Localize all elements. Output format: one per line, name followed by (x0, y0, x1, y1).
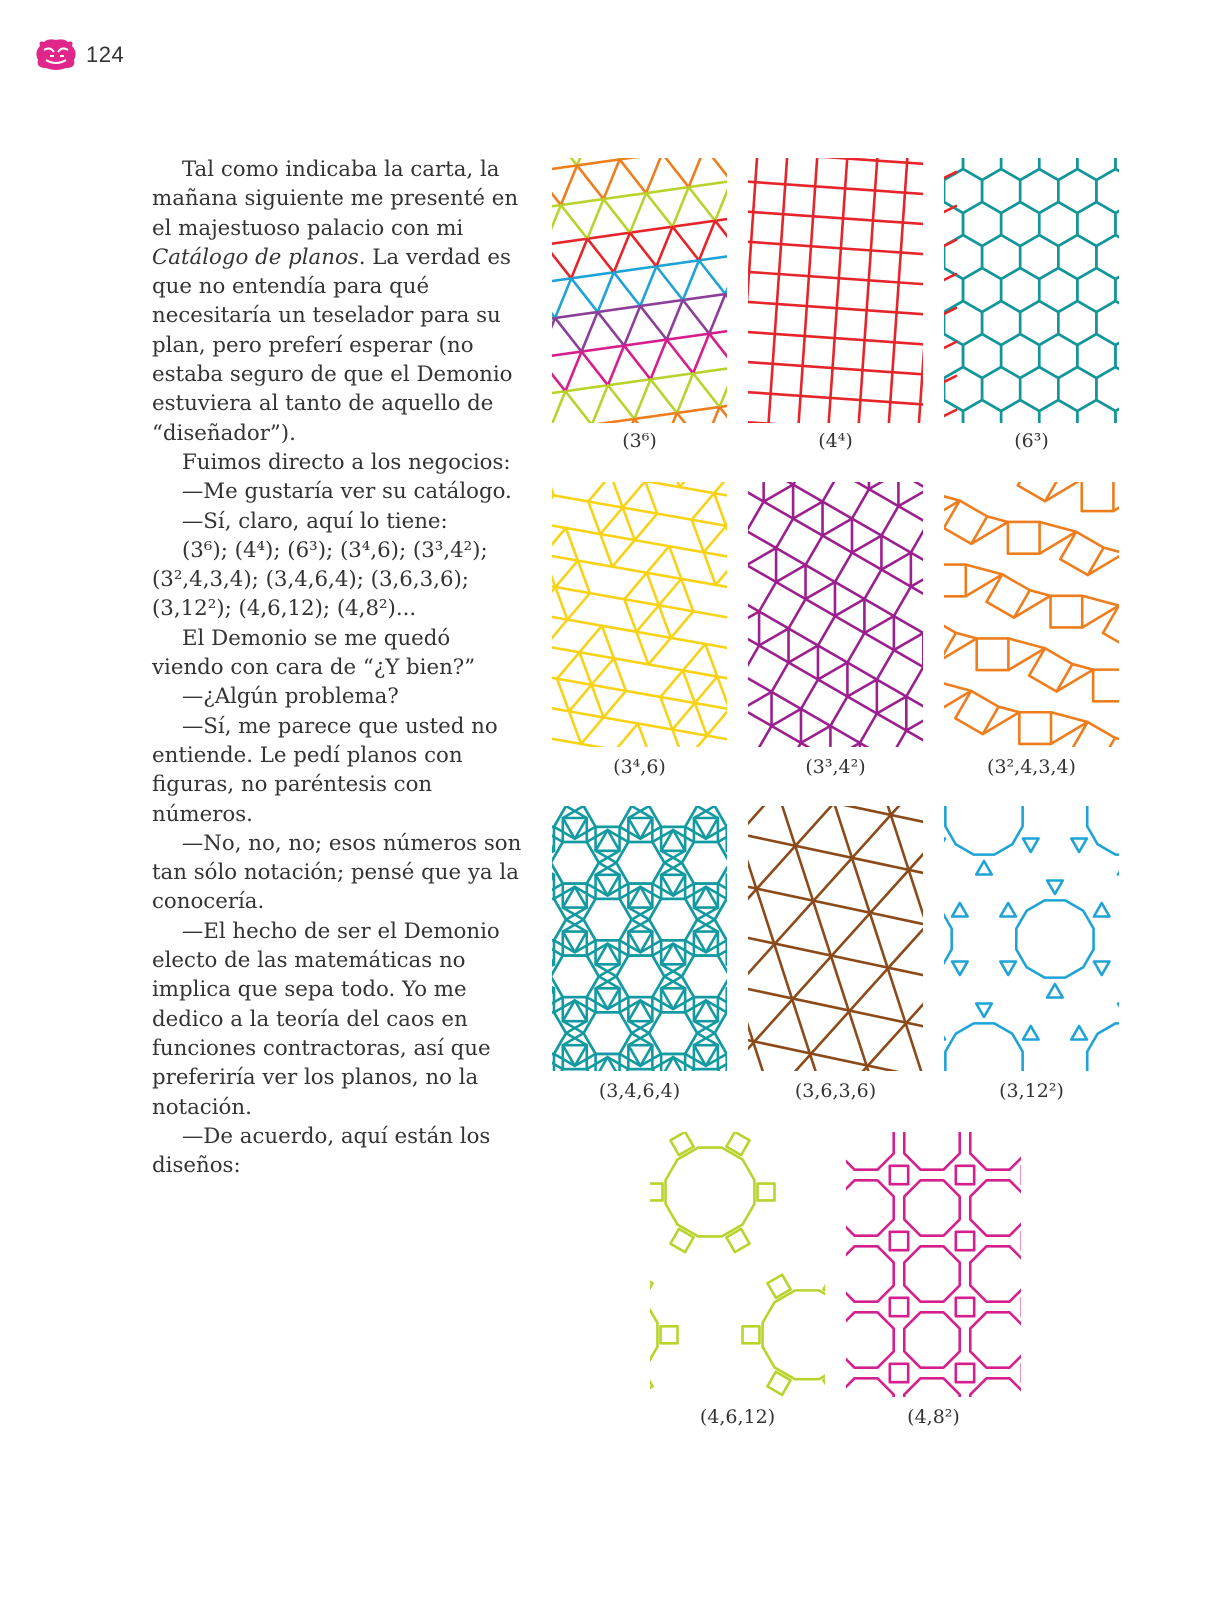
notation-list: (3⁶); (4⁴); (6³); (3⁴,6); (3³,4²); (3²,4,3,4); (3,4,6,4); (3,6,3,6); (3,12²); (4,6,12); (4,8²)... (152, 537, 488, 622)
tiling-3-2-4-3-4-pattern (944, 482, 1119, 747)
tiling-4-6-12-pattern (650, 1132, 825, 1397)
tiling-caption: (3⁴,6) (613, 756, 666, 778)
paragraph: —¿Algún problema? (182, 684, 399, 710)
tiling-3-6-3-6-pattern (748, 806, 923, 1071)
tiling-caption: (3⁶) (622, 430, 657, 452)
tiling-caption: (3²,4,3,4) (987, 756, 1076, 778)
paragraph: El Demonio se me quedó viendo con cara de “¿Y bien?” (152, 625, 476, 681)
tiling-3-4-6-4-pattern (552, 806, 727, 1071)
tiling-caption: (4,6,12) (699, 1406, 776, 1428)
text-run: . La verdad es que no entendía para qué necesitaría un teselador para su plan, pero preferí esperar (no estaba seguro de que el Demonio estuviera al tanto de aquello de “diseñador”). (152, 244, 513, 446)
paragraph: —El hecho de ser el Demonio electo de las matemáticas no implica que sepa todo. Yo me dedico a la teoría del caos en funciones contractoras, así que preferiría ver los planos, no la notación. (152, 918, 500, 1120)
paragraph: Fuimos directo a los negocios: (182, 449, 511, 475)
tiling-3-12-2-pattern (944, 806, 1119, 1071)
tiling-caption: (6³) (1014, 430, 1049, 452)
tiling-caption: (3,6,3,6) (794, 1080, 877, 1102)
text-run: Tal como indicaba la carta, la mañana siguiente me presenté en el majestuoso palacio con mi (152, 157, 519, 241)
tiling-caption: (4,8²) (907, 1406, 960, 1428)
tiling-caption: (3,12²) (999, 1080, 1064, 1102)
tiling-6-3-pattern (944, 158, 1119, 423)
paragraph: —Me gustaría ver su catálogo. (182, 479, 512, 505)
tiling-3-4-6-pattern (552, 482, 727, 747)
paragraph: —De acuerdo, aquí están los diseños: (152, 1123, 491, 1179)
page-header (34, 38, 124, 72)
paragraph (152, 155, 524, 448)
tiling-caption: (4⁴) (818, 430, 853, 452)
page-number: 124 (86, 42, 125, 67)
tiling-3-3-4-2-pattern (748, 482, 923, 747)
body-text (152, 155, 524, 1180)
paragraph: —Sí, claro, aquí lo tiene: (182, 508, 448, 534)
tiling-3-6-pattern (552, 158, 727, 423)
paragraph: —Sí, me parece que usted no entiende. Le pedí planos con figuras, no paréntesis con números. (152, 713, 498, 827)
tiling-caption: (3,4,6,4) (598, 1080, 681, 1102)
tiling-4-4-pattern (748, 158, 923, 423)
paragraph: —No, no, no; esos números son tan sólo notación; pensé que ya la conocería. (152, 830, 522, 915)
catalog-title: Catálogo de planos (152, 244, 359, 270)
devil-logo-icon (34, 38, 78, 72)
tiling-4-8-2-pattern (846, 1132, 1021, 1397)
tiling-caption: (3³,4²) (805, 756, 866, 778)
